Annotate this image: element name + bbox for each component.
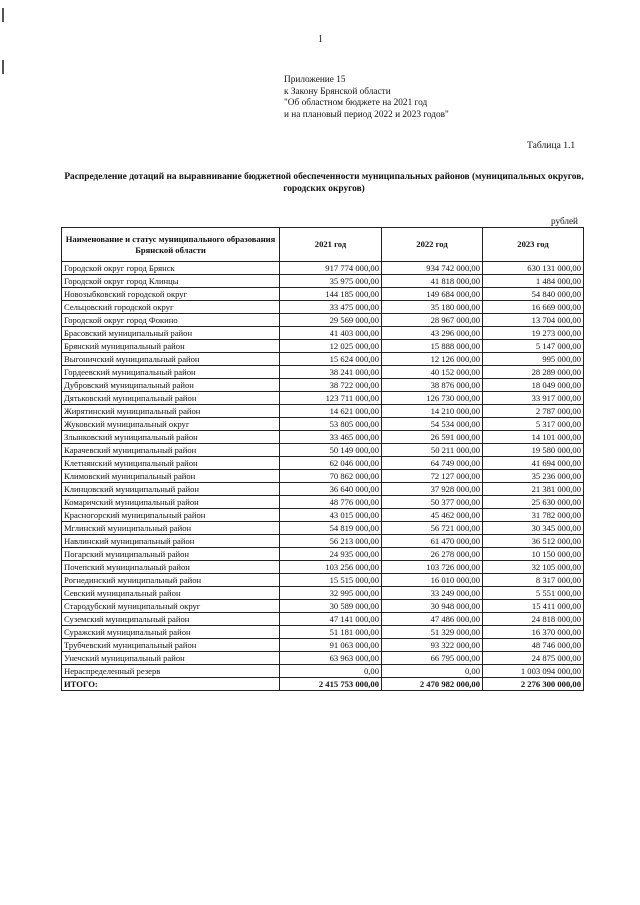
cell-2021: 15 624 000,00 <box>280 353 382 366</box>
cell-2023: 24 818 000,00 <box>483 613 584 626</box>
cell-2021: 917 774 000,00 <box>280 262 382 275</box>
annex-line-4: и на плановый период 2022 и 2023 годов" <box>284 109 449 120</box>
cell-name: Красногорский муниципальный район <box>62 509 280 522</box>
cell-2021: 0,00 <box>280 665 382 678</box>
cell-2022: 149 684 000,00 <box>382 288 483 301</box>
table-row <box>62 301 584 314</box>
cell-2022: 103 726 000,00 <box>382 561 483 574</box>
cell-name: Трубчевский муниципальный район <box>62 639 280 652</box>
cell-2022: 50 211 000,00 <box>382 444 483 457</box>
cell-name: Карачевский муниципальный район <box>62 444 280 457</box>
table-row <box>62 561 584 574</box>
cell-2022: 41 818 000,00 <box>382 275 483 288</box>
total-2021: 2 415 753 000,00 <box>280 678 382 691</box>
cell-2021: 53 805 000,00 <box>280 418 382 431</box>
cell-2023: 5 147 000,00 <box>483 340 584 353</box>
cell-2021: 36 640 000,00 <box>280 483 382 496</box>
table-row <box>62 535 584 548</box>
annex-header <box>284 75 449 121</box>
cell-name: Злынковский муниципальный район <box>62 431 280 444</box>
cell-2023: 995 000,00 <box>483 353 584 366</box>
cell-name: Навлинский муниципальный район <box>62 535 280 548</box>
table-row <box>62 574 584 587</box>
cell-2021: 41 403 000,00 <box>280 327 382 340</box>
cell-name: Клетнянский муниципальный район <box>62 457 280 470</box>
table-row <box>62 353 584 366</box>
cell-2022: 54 534 000,00 <box>382 418 483 431</box>
header-name: Наименование и статус муниципального образования Брянской области <box>62 228 280 262</box>
table-row <box>62 548 584 561</box>
cell-2022: 64 749 000,00 <box>382 457 483 470</box>
cell-2023: 5 317 000,00 <box>483 418 584 431</box>
cell-name: Городской округ город Брянск <box>62 262 280 275</box>
cell-name: Суражский муниципальный район <box>62 626 280 639</box>
annex-line-2: к Закону Брянской области <box>284 86 391 97</box>
cell-2021: 30 589 000,00 <box>280 600 382 613</box>
cell-2023: 24 875 000,00 <box>483 652 584 665</box>
cell-2023: 15 411 000,00 <box>483 600 584 613</box>
cell-name: Клинцовский муниципальный район <box>62 483 280 496</box>
cell-2022: 934 742 000,00 <box>382 262 483 275</box>
cell-2021: 62 046 000,00 <box>280 457 382 470</box>
cell-name: Рогнединский муниципальный район <box>62 574 280 587</box>
cell-2023: 48 746 000,00 <box>483 639 584 652</box>
cell-2023: 18 049 000,00 <box>483 379 584 392</box>
cell-name: Мглинский муниципальный район <box>62 522 280 535</box>
table-row <box>62 262 584 275</box>
cell-2021: 91 063 000,00 <box>280 639 382 652</box>
cell-2022: 66 795 000,00 <box>382 652 483 665</box>
table-row <box>62 665 584 678</box>
cell-2022: 93 322 000,00 <box>382 639 483 652</box>
cell-2023: 19 580 000,00 <box>483 444 584 457</box>
total-label: ИТОГО: <box>62 678 280 691</box>
cell-2023: 35 236 000,00 <box>483 470 584 483</box>
table-row <box>62 613 584 626</box>
cell-2021: 47 141 000,00 <box>280 613 382 626</box>
cell-2022: 51 329 000,00 <box>382 626 483 639</box>
table-row <box>62 327 584 340</box>
annex-line-3: "Об областном бюджете на 2021 год <box>284 98 428 109</box>
cell-2023: 1 003 094 000,00 <box>483 665 584 678</box>
cell-2023: 2 787 000,00 <box>483 405 584 418</box>
cell-2023: 13 704 000,00 <box>483 314 584 327</box>
scan-edge-mark <box>2 8 4 22</box>
cell-2021: 50 149 000,00 <box>280 444 382 457</box>
total-2022: 2 470 982 000,00 <box>382 678 483 691</box>
cell-2021: 12 025 000,00 <box>280 340 382 353</box>
cell-2021: 144 185 000,00 <box>280 288 382 301</box>
cell-2023: 5 551 000,00 <box>483 587 584 600</box>
cell-2023: 10 150 000,00 <box>483 548 584 561</box>
cell-name: Дятьковский муниципальный район <box>62 392 280 405</box>
table-row <box>62 366 584 379</box>
table-row <box>62 470 584 483</box>
unit-label: рублей <box>551 216 578 226</box>
cell-name: Стародубский муниципальный округ <box>62 600 280 613</box>
cell-name: Брасовский муниципальный район <box>62 327 280 340</box>
cell-2021: 29 569 000,00 <box>280 314 382 327</box>
cell-2022: 35 180 000,00 <box>382 301 483 314</box>
cell-2021: 48 776 000,00 <box>280 496 382 509</box>
cell-name: Брянский муниципальный район <box>62 340 280 353</box>
cell-2021: 38 241 000,00 <box>280 366 382 379</box>
table-row <box>62 405 584 418</box>
cell-2023: 30 345 000,00 <box>483 522 584 535</box>
table-row <box>62 509 584 522</box>
cell-2022: 26 278 000,00 <box>382 548 483 561</box>
cell-2023: 54 840 000,00 <box>483 288 584 301</box>
table-row <box>62 587 584 600</box>
cell-2021: 103 256 000,00 <box>280 561 382 574</box>
cell-2022: 12 126 000,00 <box>382 353 483 366</box>
cell-2021: 123 711 000,00 <box>280 392 382 405</box>
cell-2021: 54 819 000,00 <box>280 522 382 535</box>
cell-2022: 14 210 000,00 <box>382 405 483 418</box>
cell-2022: 56 721 000,00 <box>382 522 483 535</box>
cell-2021: 70 862 000,00 <box>280 470 382 483</box>
cell-2023: 28 289 000,00 <box>483 366 584 379</box>
cell-2021: 56 213 000,00 <box>280 535 382 548</box>
table-label: Таблица 1.1 <box>527 140 576 151</box>
table-row <box>62 652 584 665</box>
cell-name: Городской округ город Клинцы <box>62 275 280 288</box>
cell-2021: 24 935 000,00 <box>280 548 382 561</box>
cell-2022: 38 876 000,00 <box>382 379 483 392</box>
table-row <box>62 418 584 431</box>
cell-name: Суземский муниципальный район <box>62 613 280 626</box>
cell-name: Почепский муниципальный район <box>62 561 280 574</box>
cell-name: Выгоничский муниципальный район <box>62 353 280 366</box>
cell-2022: 26 591 000,00 <box>382 431 483 444</box>
scan-edge-mark <box>2 60 4 74</box>
cell-2023: 21 381 000,00 <box>483 483 584 496</box>
header-2023: 2023 год <box>483 228 584 262</box>
cell-2021: 51 181 000,00 <box>280 626 382 639</box>
cell-name: Сельцовский городской округ <box>62 301 280 314</box>
cell-2021: 15 515 000,00 <box>280 574 382 587</box>
total-row <box>62 678 584 691</box>
cell-2023: 1 484 000,00 <box>483 275 584 288</box>
cell-name: Городской округ город Фокино <box>62 314 280 327</box>
cell-2022: 50 377 000,00 <box>382 496 483 509</box>
cell-2023: 8 317 000,00 <box>483 574 584 587</box>
cell-2023: 16 370 000,00 <box>483 626 584 639</box>
cell-2022: 43 296 000,00 <box>382 327 483 340</box>
cell-name: Климовский муниципальный район <box>62 470 280 483</box>
table-row <box>62 457 584 470</box>
cell-name: Унечский муниципальный район <box>62 652 280 665</box>
page-number: 1 <box>318 34 323 45</box>
cell-2023: 36 512 000,00 <box>483 535 584 548</box>
cell-name: Жуковский муниципальный округ <box>62 418 280 431</box>
total-2023: 2 276 300 000,00 <box>483 678 584 691</box>
cell-2023: 14 101 000,00 <box>483 431 584 444</box>
header-2022: 2022 год <box>382 228 483 262</box>
cell-2021: 38 722 000,00 <box>280 379 382 392</box>
cell-2022: 126 730 000,00 <box>382 392 483 405</box>
cell-2021: 43 015 000,00 <box>280 509 382 522</box>
cell-name: Погарский муниципальный район <box>62 548 280 561</box>
table-row <box>62 444 584 457</box>
cell-2023: 31 782 000,00 <box>483 509 584 522</box>
cell-2022: 15 888 000,00 <box>382 340 483 353</box>
cell-2022: 0,00 <box>382 665 483 678</box>
cell-name: Новозыбковский городской округ <box>62 288 280 301</box>
cell-name: Севский муниципальный район <box>62 587 280 600</box>
cell-2023: 33 917 000,00 <box>483 392 584 405</box>
table-row <box>62 483 584 496</box>
cell-name: Нераспределенный резерв <box>62 665 280 678</box>
cell-2021: 63 963 000,00 <box>280 652 382 665</box>
cell-2023: 25 630 000,00 <box>483 496 584 509</box>
table-row <box>62 275 584 288</box>
table-body <box>62 262 584 691</box>
table-row <box>62 496 584 509</box>
cell-2022: 30 948 000,00 <box>382 600 483 613</box>
annex-line-1: Приложение 15 <box>284 75 346 85</box>
document-title: Распределение дотаций на выравнивание бюджетной обеспеченности муниципальных районов (муниципальных округов, городских округов) <box>64 172 584 194</box>
table-header-row <box>62 228 584 262</box>
table-row <box>62 522 584 535</box>
table-row <box>62 392 584 405</box>
cell-2022: 28 967 000,00 <box>382 314 483 327</box>
cell-2022: 61 470 000,00 <box>382 535 483 548</box>
cell-2022: 72 127 000,00 <box>382 470 483 483</box>
cell-2021: 14 621 000,00 <box>280 405 382 418</box>
header-2021: 2021 год <box>280 228 382 262</box>
cell-2022: 33 249 000,00 <box>382 587 483 600</box>
cell-2023: 41 694 000,00 <box>483 457 584 470</box>
cell-name: Комаричский муниципальный район <box>62 496 280 509</box>
cell-2021: 32 995 000,00 <box>280 587 382 600</box>
cell-2023: 16 669 000,00 <box>483 301 584 314</box>
subsidy-table <box>61 227 584 691</box>
cell-2021: 35 975 000,00 <box>280 275 382 288</box>
cell-2022: 40 152 000,00 <box>382 366 483 379</box>
cell-name: Жирятинский муниципальный район <box>62 405 280 418</box>
cell-2022: 16 010 000,00 <box>382 574 483 587</box>
cell-name: Гордеевский муниципальный район <box>62 366 280 379</box>
cell-2022: 37 928 000,00 <box>382 483 483 496</box>
cell-name: Дубровский муниципальный район <box>62 379 280 392</box>
table-row <box>62 431 584 444</box>
cell-2022: 47 486 000,00 <box>382 613 483 626</box>
cell-2022: 45 462 000,00 <box>382 509 483 522</box>
table-row <box>62 340 584 353</box>
table-row <box>62 626 584 639</box>
table-row <box>62 600 584 613</box>
table-row <box>62 288 584 301</box>
table-row <box>62 314 584 327</box>
cell-2023: 32 105 000,00 <box>483 561 584 574</box>
table-row <box>62 379 584 392</box>
cell-2021: 33 475 000,00 <box>280 301 382 314</box>
cell-2023: 630 131 000,00 <box>483 262 584 275</box>
cell-2023: 19 273 000,00 <box>483 327 584 340</box>
cell-2021: 33 465 000,00 <box>280 431 382 444</box>
table-row <box>62 639 584 652</box>
